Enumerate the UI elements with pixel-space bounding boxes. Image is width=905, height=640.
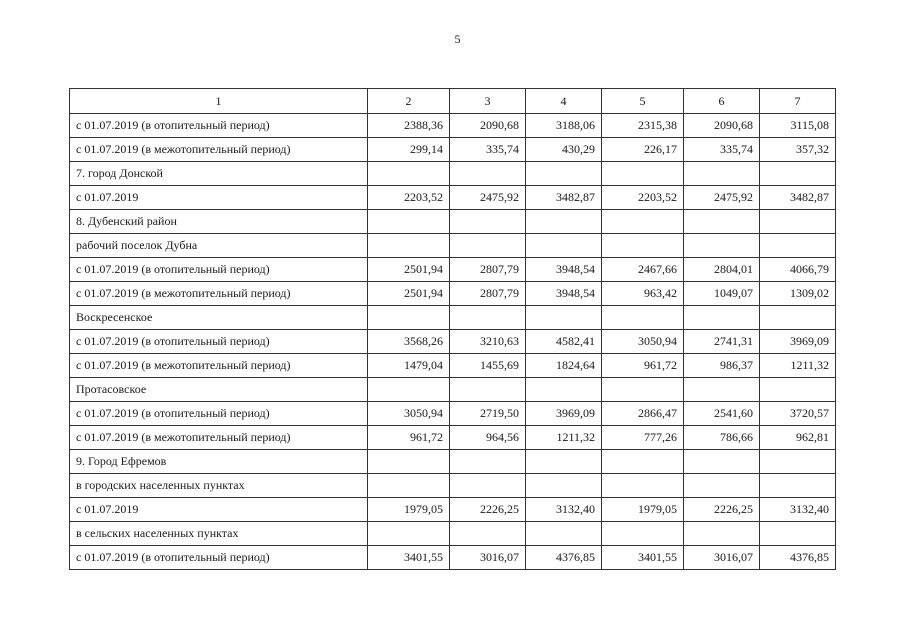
- value-cell-col-7: 1309,02: [760, 282, 836, 306]
- value-cell-col-4: 4582,41: [526, 330, 602, 354]
- table-row: [70, 522, 836, 546]
- table-row: [70, 210, 836, 234]
- value-cell-col-4: 3948,54: [526, 282, 602, 306]
- row-label: 9. Город Ефремов: [70, 450, 368, 474]
- value-cell-col-2: [368, 378, 450, 402]
- row-label: с 01.07.2019 (в межотопительный период): [70, 138, 368, 162]
- table-row: [70, 234, 836, 258]
- value-cell-col-5: 3401,55: [602, 546, 684, 570]
- value-cell-col-6: [684, 450, 760, 474]
- value-cell-col-6: 2741,31: [684, 330, 760, 354]
- value-cell-col-7: [760, 162, 836, 186]
- value-cell-col-4: 3188,06: [526, 114, 602, 138]
- row-label: с 01.07.2019 (в отопительный период): [70, 114, 368, 138]
- value-cell-col-3: [450, 450, 526, 474]
- page-number: 5: [454, 32, 461, 46]
- value-cell-col-5: 2315,38: [602, 114, 684, 138]
- value-cell-col-5: [602, 234, 684, 258]
- value-cell-col-3: 2719,50: [450, 402, 526, 426]
- value-cell-col-3: [450, 522, 526, 546]
- table-row: [70, 378, 836, 402]
- row-label: в городских населенных пунктах: [70, 474, 368, 498]
- value-cell-col-7: 357,32: [760, 138, 836, 162]
- row-label: 8. Дубенский район: [70, 210, 368, 234]
- header-cell-col-5: 5: [602, 89, 684, 114]
- table-row: [70, 498, 836, 522]
- value-cell-col-7: [760, 522, 836, 546]
- value-cell-col-5: 2467,66: [602, 258, 684, 282]
- value-cell-col-2: [368, 234, 450, 258]
- value-cell-col-4: [526, 234, 602, 258]
- value-cell-col-2: 3568,26: [368, 330, 450, 354]
- table-row: [70, 402, 836, 426]
- table-row: [70, 162, 836, 186]
- table-row: [70, 450, 836, 474]
- value-cell-col-2: 299,14: [368, 138, 450, 162]
- value-cell-col-3: 964,56: [450, 426, 526, 450]
- value-cell-col-7: [760, 474, 836, 498]
- value-cell-col-3: 3210,63: [450, 330, 526, 354]
- value-cell-col-6: [684, 234, 760, 258]
- value-cell-col-6: 1049,07: [684, 282, 760, 306]
- value-cell-col-5: [602, 522, 684, 546]
- table-row: [70, 282, 836, 306]
- value-cell-col-6: 335,74: [684, 138, 760, 162]
- value-cell-col-2: [368, 474, 450, 498]
- table-row: [70, 138, 836, 162]
- table-row: [70, 114, 836, 138]
- value-cell-col-5: 1979,05: [602, 498, 684, 522]
- value-cell-col-4: [526, 162, 602, 186]
- row-label: в сельских населенных пунктах: [70, 522, 368, 546]
- value-cell-col-3: 2807,79: [450, 282, 526, 306]
- value-cell-col-2: 2501,94: [368, 258, 450, 282]
- value-cell-col-4: 1824,64: [526, 354, 602, 378]
- value-cell-col-7: 3482,87: [760, 186, 836, 210]
- value-cell-col-5: 2866,47: [602, 402, 684, 426]
- value-cell-col-2: 3050,94: [368, 402, 450, 426]
- value-cell-col-4: 3132,40: [526, 498, 602, 522]
- row-label: с 01.07.2019 (в отопительный период): [70, 330, 368, 354]
- value-cell-col-3: 2226,25: [450, 498, 526, 522]
- value-cell-col-5: [602, 162, 684, 186]
- value-cell-col-6: [684, 306, 760, 330]
- header-cell-col-2: 2: [368, 89, 450, 114]
- value-cell-col-4: [526, 306, 602, 330]
- value-cell-col-3: [450, 306, 526, 330]
- value-cell-col-6: 2226,25: [684, 498, 760, 522]
- value-cell-col-3: 2475,92: [450, 186, 526, 210]
- value-cell-col-4: 3969,09: [526, 402, 602, 426]
- header-cell-col-6: 6: [684, 89, 760, 114]
- value-cell-col-7: 3132,40: [760, 498, 836, 522]
- row-label: Воскресенское: [70, 306, 368, 330]
- value-cell-col-6: 986,37: [684, 354, 760, 378]
- tariff-table-body: [70, 89, 836, 570]
- row-label: с 01.07.2019: [70, 498, 368, 522]
- value-cell-col-3: 1455,69: [450, 354, 526, 378]
- tariff-table: [69, 88, 836, 570]
- value-cell-col-5: [602, 474, 684, 498]
- value-cell-col-5: 3050,94: [602, 330, 684, 354]
- row-label: 7. город Донской: [70, 162, 368, 186]
- value-cell-col-6: [684, 210, 760, 234]
- value-cell-col-7: 3720,57: [760, 402, 836, 426]
- value-cell-col-6: 2541,60: [684, 402, 760, 426]
- table-row: [70, 354, 836, 378]
- value-cell-col-6: 786,66: [684, 426, 760, 450]
- value-cell-col-2: 2501,94: [368, 282, 450, 306]
- value-cell-col-2: 961,72: [368, 426, 450, 450]
- row-label: с 01.07.2019 (в отопительный период): [70, 546, 368, 570]
- value-cell-col-2: [368, 306, 450, 330]
- row-label: с 01.07.2019 (в межотопительный период): [70, 282, 368, 306]
- row-label: с 01.07.2019 (в межотопительный период): [70, 354, 368, 378]
- table-row: [70, 546, 836, 570]
- table-row: [70, 330, 836, 354]
- value-cell-col-3: [450, 378, 526, 402]
- row-label: с 01.07.2019 (в межотопительный период): [70, 426, 368, 450]
- value-cell-col-2: 2388,36: [368, 114, 450, 138]
- value-cell-col-2: 2203,52: [368, 186, 450, 210]
- value-cell-col-4: 3482,87: [526, 186, 602, 210]
- value-cell-col-6: 3016,07: [684, 546, 760, 570]
- value-cell-col-5: [602, 210, 684, 234]
- value-cell-col-4: 4376,85: [526, 546, 602, 570]
- value-cell-col-5: [602, 450, 684, 474]
- value-cell-col-4: [526, 522, 602, 546]
- value-cell-col-2: 1979,05: [368, 498, 450, 522]
- header-cell-col-1: 1: [70, 89, 368, 114]
- value-cell-col-7: 3115,08: [760, 114, 836, 138]
- row-label: рабочий поселок Дубна: [70, 234, 368, 258]
- row-label: Протасовское: [70, 378, 368, 402]
- value-cell-col-3: 335,74: [450, 138, 526, 162]
- value-cell-col-6: [684, 522, 760, 546]
- value-cell-col-6: [684, 162, 760, 186]
- value-cell-col-6: 2804,01: [684, 258, 760, 282]
- value-cell-col-4: [526, 474, 602, 498]
- value-cell-col-6: [684, 474, 760, 498]
- header-row: [70, 89, 836, 114]
- value-cell-col-2: [368, 522, 450, 546]
- header-cell-col-4: 4: [526, 89, 602, 114]
- value-cell-col-6: 2090,68: [684, 114, 760, 138]
- value-cell-col-7: [760, 234, 836, 258]
- value-cell-col-4: [526, 450, 602, 474]
- value-cell-col-3: 3016,07: [450, 546, 526, 570]
- value-cell-col-2: [368, 162, 450, 186]
- value-cell-col-4: 430,29: [526, 138, 602, 162]
- header-cell-col-3: 3: [450, 89, 526, 114]
- value-cell-col-6: 2475,92: [684, 186, 760, 210]
- table-row: [70, 306, 836, 330]
- value-cell-col-7: 4376,85: [760, 546, 836, 570]
- value-cell-col-3: 2807,79: [450, 258, 526, 282]
- value-cell-col-5: 963,42: [602, 282, 684, 306]
- row-label: с 01.07.2019 (в отопительный период): [70, 402, 368, 426]
- value-cell-col-2: 1479,04: [368, 354, 450, 378]
- table-row: [70, 258, 836, 282]
- table-row: [70, 186, 836, 210]
- value-cell-col-3: [450, 162, 526, 186]
- value-cell-col-6: [684, 378, 760, 402]
- value-cell-col-7: 3969,09: [760, 330, 836, 354]
- value-cell-col-7: 1211,32: [760, 354, 836, 378]
- value-cell-col-5: 961,72: [602, 354, 684, 378]
- value-cell-col-5: 2203,52: [602, 186, 684, 210]
- value-cell-col-3: [450, 234, 526, 258]
- row-label: с 01.07.2019 (в отопительный период): [70, 258, 368, 282]
- value-cell-col-2: [368, 450, 450, 474]
- value-cell-col-4: 3948,54: [526, 258, 602, 282]
- value-cell-col-7: 962,81: [760, 426, 836, 450]
- header-cell-col-7: 7: [760, 89, 836, 114]
- value-cell-col-7: [760, 450, 836, 474]
- value-cell-col-4: [526, 210, 602, 234]
- row-label: с 01.07.2019: [70, 186, 368, 210]
- value-cell-col-7: [760, 210, 836, 234]
- value-cell-col-7: [760, 378, 836, 402]
- value-cell-col-7: 4066,79: [760, 258, 836, 282]
- value-cell-col-2: [368, 210, 450, 234]
- value-cell-col-2: 3401,55: [368, 546, 450, 570]
- value-cell-col-7: [760, 306, 836, 330]
- table-row: [70, 474, 836, 498]
- value-cell-col-5: 226,17: [602, 138, 684, 162]
- table-row: [70, 426, 836, 450]
- value-cell-col-3: [450, 210, 526, 234]
- value-cell-col-3: [450, 474, 526, 498]
- value-cell-col-3: 2090,68: [450, 114, 526, 138]
- value-cell-col-4: 1211,32: [526, 426, 602, 450]
- value-cell-col-5: 777,26: [602, 426, 684, 450]
- value-cell-col-5: [602, 306, 684, 330]
- value-cell-col-5: [602, 378, 684, 402]
- value-cell-col-4: [526, 378, 602, 402]
